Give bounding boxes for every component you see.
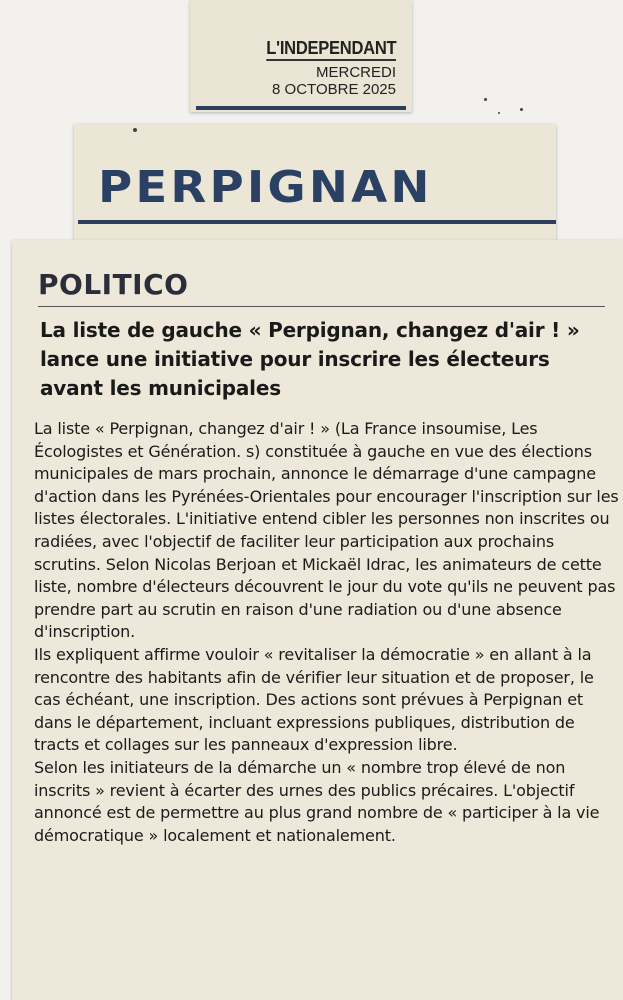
article-body [34,418,619,847]
publication-weekday: MERCREDI [315,64,396,81]
masthead-bar [196,106,406,110]
article-headline: La liste de gauche « Perpignan, changez d'air ! » lance une initiative pour inscrire les électeurs avant les municipales [40,318,580,400]
masthead-clipping [190,0,412,112]
rubric-divider [38,306,605,307]
newspaper-name [266,38,396,61]
newspaper-name-rule [266,59,396,61]
section-name: PERPIGNAN [98,162,433,213]
paragraph: La liste « Perpignan, changez d'air ! » (La France insoumise, Les Écologistes et Génération. s) constituée à gauche en vue des élections municipales de mars prochain, annonce le démarrage d'une campagne d'action dans les Pyrénées-Orientales pour encourager l'inscription sur les listes électorales. L'initiative entend cibler les personnes non inscrites ou radiées, avec l'objectif de faciliter leur participation aux prochains scrutins. Selon Nicolas Berjoan et Mickaël Idrac, les animateurs de cette liste, nombre d'électeurs découvrent le jour du vote qu'ils ne peuvent pas prendre part au scrutin en raison d'une radiation ou d'une absence d'inscription. [34,419,619,642]
dust-speck [133,128,137,132]
publication-date [272,64,396,98]
paragraph: Ils expliquent affirme vouloir « revitaliser la démocratie » en allant à la rencontre des habitants afin de vérifier leur situation et de proposer, le cas échéant, une inscription. Des actions sont prévues à Perpignan et dans le département, incluant expressions publiques, distribution de tracts et collages sur les panneaux d'expression libre. [34,644,594,755]
publication-day: 8 OCTOBRE 2025 [272,81,396,98]
newspaper-name-text: L'INDEPENDANT [265,38,396,58]
dust-speck [498,112,500,114]
dust-speck [520,108,523,111]
dust-speck [484,98,487,101]
section-clipping [74,124,556,242]
rubric-label: POLITICO [38,268,189,301]
section-bar [78,220,556,224]
article-clipping [12,240,623,1000]
paragraph: Selon les initiateurs de la démarche un « nombre trop élevé de non inscrits » revient à écarter des urnes des publics précaires. L'objectif annoncé est de permettre au plus grand nombre de « participer à la vie démocratique » localement et nationalement. [34,757,600,845]
